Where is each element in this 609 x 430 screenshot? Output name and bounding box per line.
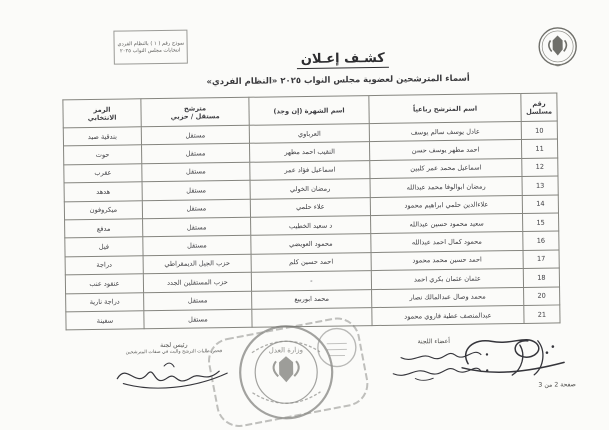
alias-cell: العرباوي [249,124,369,144]
candidates-table-body [63,121,560,330]
serial-cell: 21 [524,305,560,324]
party-cell: مستقل [143,236,251,256]
form-number-line1: نموذج رقم ( ١ ) بالنظام الفردي [117,40,185,48]
alias-cell: النقيب احمد مطهر [249,142,369,162]
symbol-cell: سفينة [66,311,144,330]
symbol-cell: مدفع [65,219,143,238]
serial-cell: 10 [521,121,557,140]
committee-head-title: رئيس لجنة [160,341,188,350]
party-cell: حزب المستقلين الجدد [143,272,251,292]
alias-cell: - [251,271,371,291]
name-cell: عادل يوسف سالم يوسف [369,121,521,142]
candidates-table [62,92,560,330]
serial-cell: 11 [521,139,557,158]
col-serial: رقم مسلسل [521,93,557,121]
alias-cell: محمد ابوربيع [252,289,372,309]
party-cell: مستقل [142,199,250,219]
symbol-cell: عنقود عنب [65,274,143,293]
name-cell: عبدالمنصف عطية قاروي محمود [372,305,524,326]
serial-cell: 15 [522,213,558,232]
name-cell: احمد مطهر يوسف حسن [369,140,521,161]
serial-cell: 14 [522,195,558,214]
col-symbol: الرمز الانتخابي [63,99,141,128]
party-cell: مستقل [142,180,250,200]
committee-head-block [94,341,255,395]
symbol-cell: دراجة نارية [66,292,144,311]
serial-cell: 18 [523,268,559,287]
committee-head-subtitle: فحص طلبات الترشح والبت في صفات المترشحين [125,348,223,356]
committee-members-title: أعضاء اللجنة [417,337,451,346]
form-number-line2: انتخابات مجلس النواب ٢٠٢٥ [120,47,181,55]
col-party: مترشح مستقل / حزبي [141,97,249,127]
name-cell: محمد وصال عبدالمالك نصار [372,287,524,308]
alias-cell: احمد حسين كلم [251,252,371,272]
symbol-cell: هدهد [64,182,142,201]
name-cell: سعيد محمود حسين عبدالله [371,213,523,234]
page-number: صفحة 2 من 3 [538,381,576,389]
page-subtitle: أسماء المترشحين لعضوية مجلس النواب ٢٠٢٥ «النظام الفردي» [206,73,470,88]
alias-cell: علاء حلمي [250,197,370,217]
symbol-cell: ميكروفون [64,200,142,219]
alias-cell: محمود العويضي [251,234,371,254]
party-cell: مستقل [143,217,251,237]
party-cell: مستقل [142,162,250,182]
serial-cell: 17 [523,250,559,269]
col-alias: اسم الشهرة (إن وجد) [249,96,369,126]
alias-cell: اسماعيل فؤاد عمر [250,160,370,180]
party-cell: مستقل [144,309,252,329]
symbol-cell: بندقية صيد [63,127,141,146]
alias-cell: رمضان الخولي [250,179,370,199]
name-cell: رمضان ابوالوفا محمد عبدالله [370,177,522,198]
committee-head-signature [109,355,239,391]
name-cell: احمد حسين محمد محمود [371,250,523,271]
symbol-cell: دراجة [65,255,143,274]
col-name: اسم المترشح رباعياً [369,93,521,123]
symbol-cell: فيل [65,237,143,256]
party-cell: مستقل [142,144,250,164]
party-cell: حزب الجيل الديمقراطي [143,254,251,274]
serial-cell: 13 [522,176,558,195]
party-cell: مستقل [144,291,252,311]
serial-cell: 20 [524,286,560,305]
name-cell: علاءالدين حلمي ابراهيم محمود [370,195,522,216]
party-cell: مستقل [141,125,249,145]
page-title-text: كشـف إعـلان [297,51,389,69]
stamp-text: وزارة العدل [268,346,304,355]
serial-cell: 12 [522,158,558,177]
serial-cell: 16 [523,231,559,250]
alias-cell: د سعيد الخطيب [251,216,371,236]
name-cell: عثمان عثمان بكري احمد [371,269,523,290]
name-cell: محمود كمال احمد عبدالله [371,232,523,253]
symbol-cell: عقرب [64,164,142,183]
symbol-cell: حوت [64,145,142,164]
name-cell: اسماعيل محمد عمر كلبين [370,158,522,179]
